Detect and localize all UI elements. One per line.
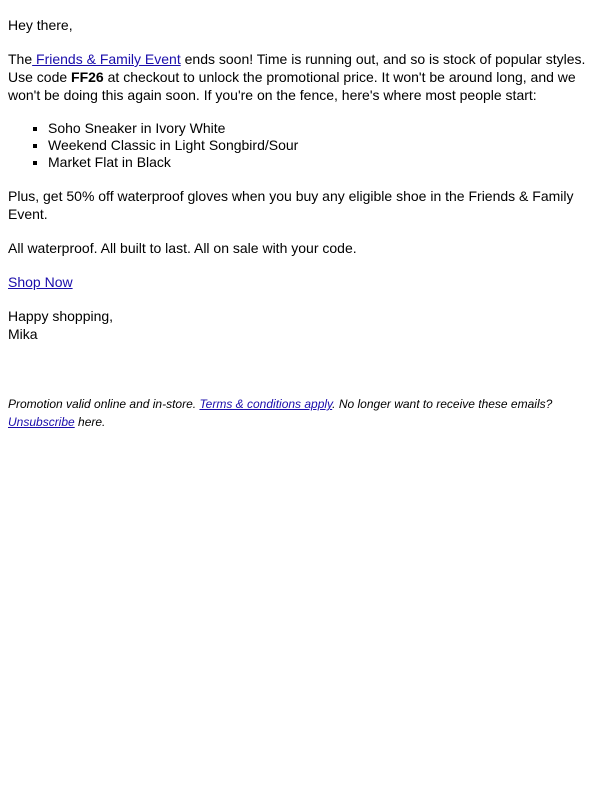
footer-disclaimer bbox=[8, 395, 592, 431]
intro-paragraph bbox=[8, 50, 592, 104]
product-item: ▪ Soho Sneaker in Ivory White bbox=[48, 120, 592, 137]
unsubscribe-link[interactable]: Unsubscribe bbox=[8, 415, 75, 429]
intro-prefix: The bbox=[8, 51, 33, 67]
greeting: Hey there, bbox=[8, 17, 73, 33]
footer-text-2: . No longer want to receive these emails? bbox=[332, 397, 553, 411]
signoff-text: Happy shopping, bbox=[8, 308, 114, 324]
terms-link[interactable]: Terms & conditions apply bbox=[199, 397, 333, 411]
cta-paragraph bbox=[8, 273, 592, 291]
product-list bbox=[8, 120, 592, 171]
friends-family-event-link[interactable]: Friends & Family Event bbox=[32, 51, 181, 67]
footer-text-1: Promotion valid online and in-store. bbox=[8, 397, 200, 411]
intro-text-2: at checkout to unlock the promotional price. It won't be around long, and we won't be doing this again soon. If you're on the fence, here's where most people start: bbox=[8, 69, 576, 103]
product-item: ▪ Market Flat in Black bbox=[48, 154, 592, 171]
promo-code: FF26 bbox=[71, 69, 104, 85]
signoff bbox=[8, 307, 592, 343]
intro-text-1: ends soon! Time is running out, and so is stock of popular styles. Use code bbox=[8, 51, 586, 85]
shop-now-link[interactable]: Shop Now bbox=[8, 274, 73, 290]
signature: Mika bbox=[8, 326, 38, 342]
footer-text-3: here. bbox=[74, 415, 106, 429]
product-item: ▪ Weekend Classic in Light Songbird/Sour bbox=[48, 137, 592, 154]
tagline: All waterproof. All built to last. All on sale with your code. bbox=[8, 240, 357, 256]
gloves-promo: Plus, get 50% off waterproof gloves when you buy any eligible shoe in the Friends & Family Event. bbox=[8, 188, 574, 222]
